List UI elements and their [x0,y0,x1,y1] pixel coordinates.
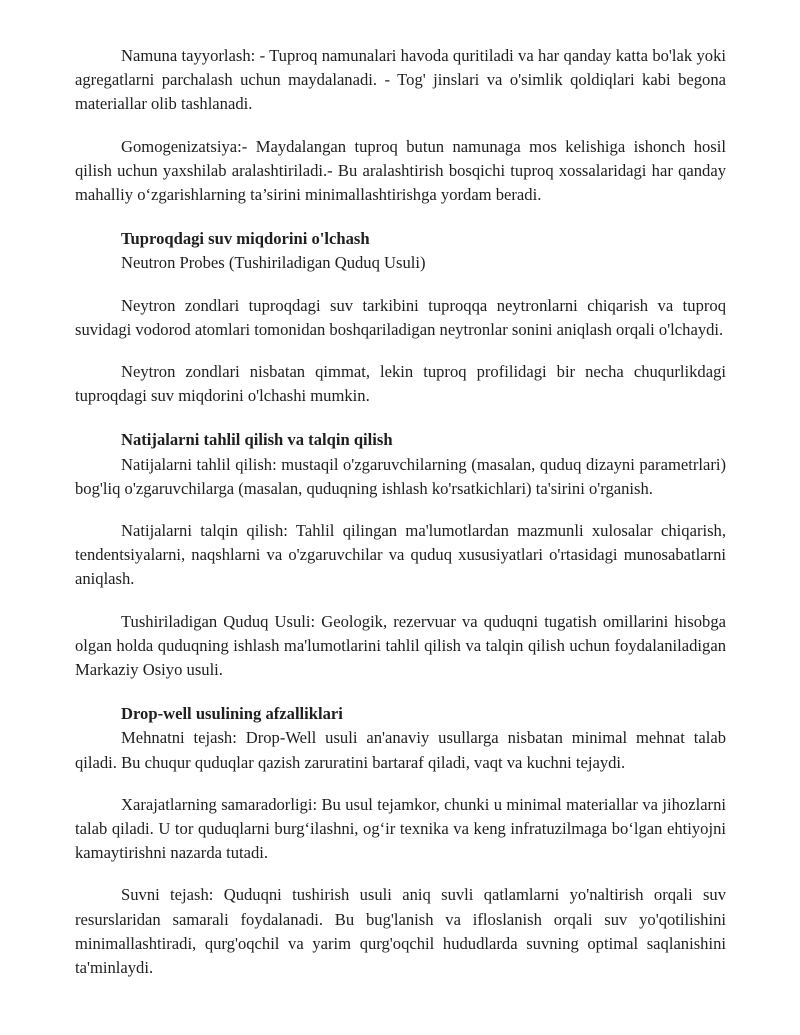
heading-soil-water: Tuproqdagi suv miqdorini o'lchash [121,229,370,249]
paragraph-results-interpretation: Natijalarni talqin qilish: Tahlil qilingan ma'lumotlardan mazmunli xulosalar chiqarish, tendentsiyalarni, naqshlarni va o'zgaruvchilar va quduq xususiyatlari o'rtasidagi munosabatlarni aniqlash. [75,521,726,589]
heading-drop-well-advantages: Drop-well usulining afzalliklari [121,704,343,724]
paragraph-neutron-probes-1: Neytron zondlari tuproqdagi suv tarkibini tuproqqa neytronlarni chiqarish va tuproq suvidagi vodorod atomlari tomonidan boshqariladigan neytronlar sonini aniqlash orqali o'lchaydi. [75,295,726,339]
paragraph-homogenization: Gomogenizatsiya:- Maydalangan tuproq butun namunaga mos kelishiga ishonch hosil qilish uchun yaxshilab aralashtiriladi.- Bu aralashtirish bosqichi tuproq xossalaridagi har qanday mahalliy o‘zgarishlarning ta’sirini minimallashtirishga yordam beradi. [75,136,726,205]
paragraph-cost-efficiency: Xarajatlarning samaradorligi: Bu usul tejamkor, chunki u minimal materiallar va jihozlarni talab qiladi. U tor quduqlarni burg‘ilashni, og‘ir texnika va keng infratuzilmaga bo‘lgan ehtiyojni kamaytirishni nazarda tutadi. [75,794,726,863]
paragraph-labor-saving: Mehnatni tejash: Drop-Well usuli an'anaviy usullarga nisbatan minimal mehnat talab qiladi. Bu chuqur quduqlar qazish zaruratini bartaraf qiladi, vaqt va kuchni tejaydi. [75,728,726,772]
heading-results-analysis: Natijalarni tahlil qilish va talqin qilish [121,430,393,450]
paragraph-drop-well-method: Tushiriladigan Quduq Usuli: Geologik, rezervuar va quduqni tugatish omillarini hisobga olgan holda quduqning ishlash ma'lumotlarini tahlil qilish va talqin qilish uchun foydalaniladigan Markaziy Osiyo usuli. [75,611,726,680]
paragraph-results-analysis: Natijalarni tahlil qilish: mustaqil o'zgaruvchilarning (masalan, quduq dizayni parametrlari) bog'liq o'zgaruvchilarga (masalan, quduqning ishlash ko'rsatkichlari) ta'sirini o'rganish. [75,454,726,498]
paragraph-water-saving: Suvni tejash: Quduqni tushirish usuli aniq suvli qatlamlarni yo'naltirish orqali suv resurslaridan samarali foydalanadi. Bu bug'lanish va ifloslanish orqali suv yo'qotilishini minimallashtiradi, qurg'oqchil va yarim qurg'oqchil hududlarda suvning optimal saqlanishini ta'minlaydi. [75,885,726,978]
subheading-neutron-probes: Neutron Probes (Tushiriladigan Quduq Usuli) [121,253,426,273]
document-page [75,44,726,998]
paragraph-neutron-probes-2: Neytron zondlari nisbatan qimmat, lekin tuproq profilidagi bir necha chuqurlikdagi tuproqdagi suv miqdorini o'lchashi mumkin. [75,362,726,406]
paragraph-sample-preparation: Namuna tayyorlash: - Tuproq namunalari havoda quritiladi va har qanday katta bo'lak yoki agregatlarni parchalash uchun maydalanadi. - Tog' jinslari va o'simlik qoldiqlari kabi begona materiallar olib tashlanadi. [75,46,726,114]
